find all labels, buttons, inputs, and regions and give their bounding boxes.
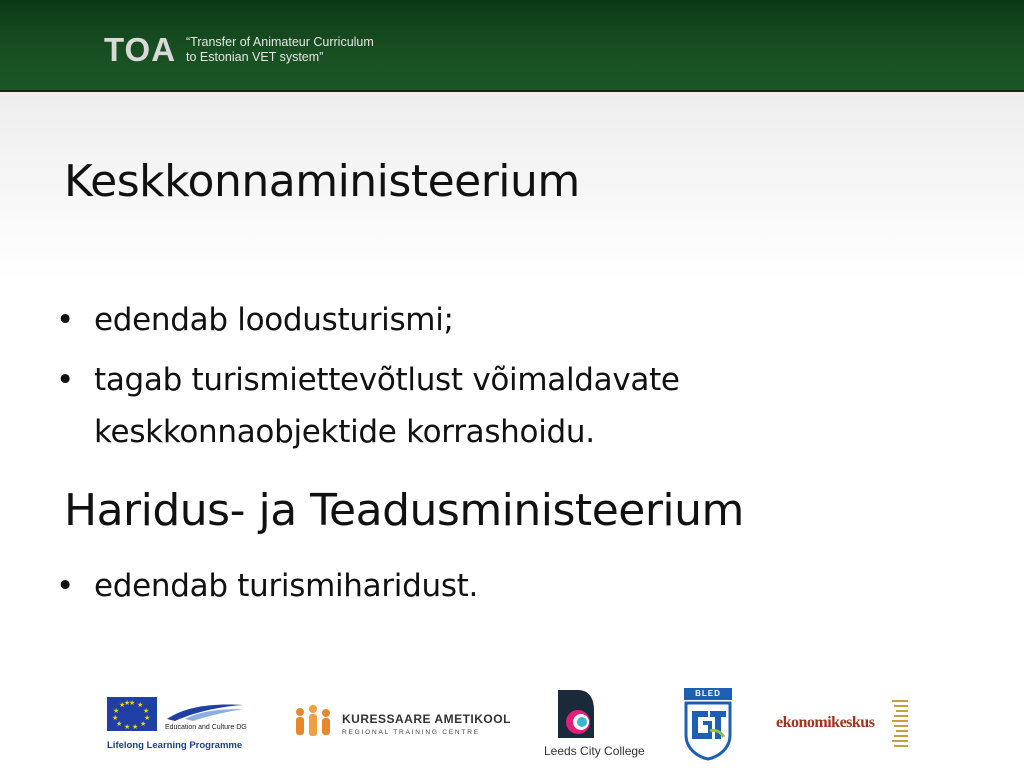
eu-lifelong-learning-logo [107, 697, 247, 757]
bullet-dot: • [56, 302, 74, 338]
bled-label: BLED [684, 688, 732, 700]
kuressaare-subtitle: REGIONAL TRAINING CENTRE [342, 729, 480, 736]
ekonomikeskus-bars-icon [892, 700, 912, 748]
bullet-item [56, 294, 956, 346]
bled-shield-icon [684, 701, 732, 761]
eu-programme-label: Lifelong Learning Programme [107, 740, 243, 751]
bullet-item [56, 354, 956, 458]
heading-haridus-ja-teadusministeerium: Haridus- ja Teadusministeerium [64, 485, 744, 536]
eu-dg-label: Education and Culture DG [165, 724, 247, 731]
project-subtitle [186, 35, 374, 65]
leeds-mark-icon [556, 688, 596, 740]
leeds-name: Leeds City College [544, 744, 645, 758]
bullet-text: edendab loodusturismi; [94, 302, 454, 338]
toa-logo: TOA [104, 31, 177, 68]
bullet-dot: • [56, 362, 74, 398]
slide-header-banner [0, 0, 1024, 92]
bullet-item [56, 560, 956, 612]
bullet-list-2 [56, 560, 956, 620]
ekonomikeskus-logo [776, 700, 916, 750]
bled-school-logo [684, 688, 734, 762]
heading-keskkonnaministeerium: Keskkonnaministeerium [64, 156, 580, 207]
slide-body [0, 90, 1024, 680]
project-subtitle-line2: to Estonian VET system” [186, 50, 324, 64]
kuressaare-name: KURESSAARE AMETIKOOL [342, 712, 511, 726]
bullet-text: tagab turismiettevõtlust võimaldavate keskkonnaobjektide korrashoidu. [94, 362, 680, 450]
kuressaare-figures-icon [292, 704, 334, 742]
partner-logos-footer [0, 680, 1024, 768]
bullet-dot: • [56, 568, 74, 604]
bullet-text: edendab turismiharidust. [94, 568, 479, 604]
eu-flag-icon: ★ ★ ★ ★ ★ ★ ★ ★ ★ ★ ★ ★ [107, 697, 157, 731]
leeds-city-college-logo [540, 688, 650, 766]
bullet-list-1 [56, 294, 956, 466]
kuressaare-ametikool-logo [292, 702, 511, 744]
ekonomikeskus-name: ekonomikeskus [776, 714, 875, 731]
project-subtitle-line1: “Transfer of Animateur Curriculum [186, 35, 374, 49]
education-culture-swoosh-icon [165, 701, 245, 723]
